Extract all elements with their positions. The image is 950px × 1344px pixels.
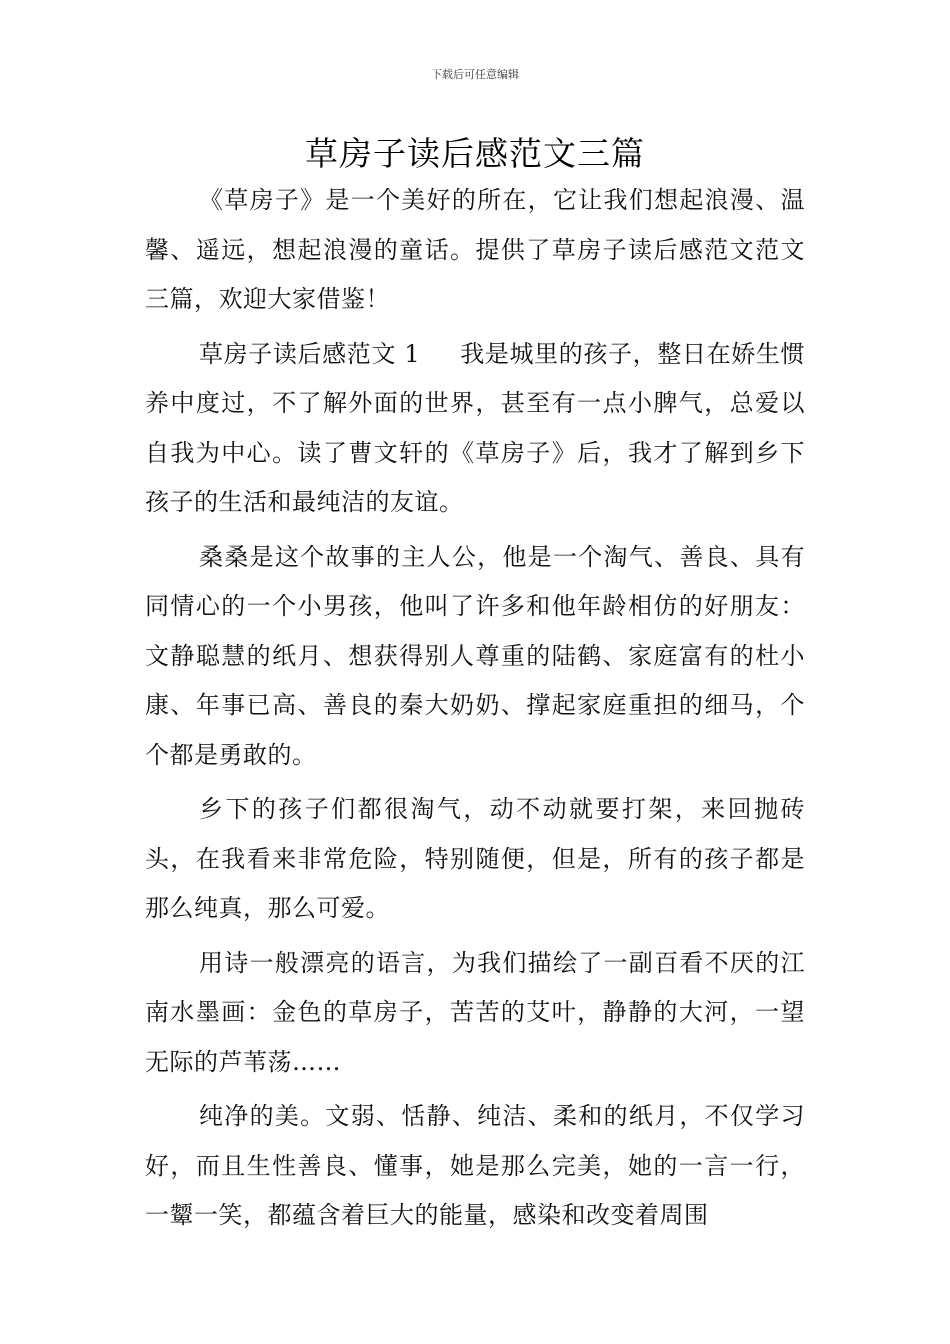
section-heading: 草房子读后感范文 1 [199, 339, 421, 368]
document-body [145, 176, 805, 1246]
section-first-text: 我是城里的孩子，整日在娇生惯养中度过，不了解外面的世界，甚至有一点小脾气，总爱以自我为中心。读了曹文轩的《草房子》后，我才了解到乡下孩子的生活和最纯洁的友谊。 [145, 339, 805, 516]
body-paragraph: 用诗一般漂亮的语言，为我们描绘了一副百看不厌的江南水墨画：金色的草房子，苦苦的艾叶，静静的大河，一望无际的芦苇荡…… [145, 948, 805, 1076]
body-paragraph: 桑桑是这个故事的主人公，他是一个淘气、善良、具有同情心的一个小男孩，他叫了许多和他年龄相仿的好朋友：文静聪慧的纸月、想获得别人尊重的陆鹤、家庭富有的杜小康、年事已高、善良的秦大奶奶、撑起家庭重担的细马，个个都是勇敢的。 [145, 542, 805, 769]
intro-paragraph: 《草房子》是一个美好的所在，它让我们想起浪漫、温馨、遥远，想起浪漫的童话。提供了草房子读后感范文范文三篇，欢迎大家借鉴！ [145, 186, 805, 313]
header-note: 下载后可任意编辑 [431, 68, 519, 81]
document-title: 草房子读后感范文三篇 [305, 134, 645, 173]
body-paragraph: 乡下的孩子们都很淘气，动不动就要打架，来回抛砖头，在我看来非常危险，特别随便，但是，所有的孩子都是那么纯真，那么可爱。 [145, 795, 805, 922]
section-paragraph [145, 330, 805, 528]
body-paragraph: 纯净的美。文弱、恬静、纯洁、柔和的纸月，不仅学习好，而且生性善良、懂事，她是那么完美，她的一言一行，一颦一笑，都蕴含着巨大的能量，感染和改变着周围 [145, 1102, 805, 1229]
